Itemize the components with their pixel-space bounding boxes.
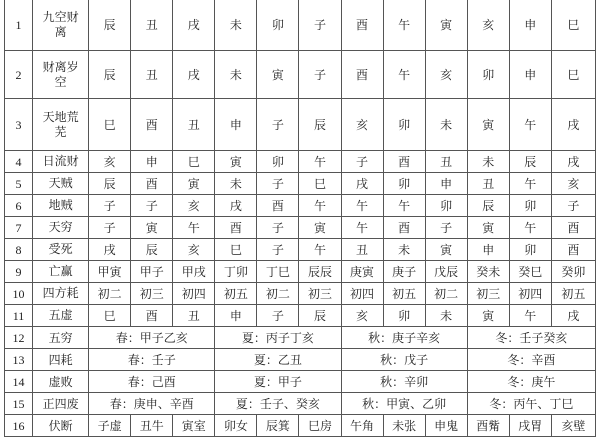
branch-cell: 初四: [509, 283, 551, 305]
table-row: [5, 0, 596, 51]
row-name-part: 地贼: [48, 198, 73, 212]
branch-cell: 未: [425, 305, 467, 327]
season-cell: 秋：甲寅、乙卯: [341, 393, 467, 415]
branch-cell: 卯: [509, 195, 551, 217]
table-row: [5, 283, 596, 305]
branch-cell: 寅: [131, 217, 173, 239]
branch-cell: 戌: [551, 305, 595, 327]
table-row: [5, 217, 596, 239]
branch-cell: 丁巳: [257, 261, 299, 283]
branch-cell: 亥: [173, 239, 215, 261]
branch-cell: 初二: [425, 283, 467, 305]
row-name: [33, 99, 89, 151]
table-row: [5, 261, 596, 283]
season-cell: 春：庚申、辛酉: [89, 393, 215, 415]
mansion-cell: 巳房: [299, 415, 341, 437]
branch-cell: 丑: [425, 151, 467, 173]
mansion-cell: 亥壁: [551, 415, 595, 437]
branch-cell: 巳: [551, 0, 595, 51]
branch-cell: 癸巳: [509, 261, 551, 283]
row-number: 9: [5, 261, 33, 283]
branch-cell: 酉: [131, 305, 173, 327]
row-name: 五穷: [33, 327, 89, 349]
branch-cell: 巳: [215, 239, 257, 261]
table-row: [5, 371, 596, 393]
branch-cell: 卯: [509, 239, 551, 261]
branch-cell: 丁卯: [215, 261, 257, 283]
branch-cell: 庚子: [383, 261, 425, 283]
branch-cell: 巳: [89, 99, 131, 151]
table-row: [5, 173, 596, 195]
row-number: 7: [5, 217, 33, 239]
branch-cell: 午: [299, 151, 341, 173]
branch-cell: 癸卯: [551, 261, 595, 283]
branch-cell: 寅: [299, 217, 341, 239]
mansion-cell: 未张: [383, 415, 425, 437]
table-row: [5, 195, 596, 217]
branch-cell: 亥: [341, 99, 383, 151]
branch-cell: 卯: [257, 0, 299, 51]
row-name-part: 离: [54, 24, 67, 39]
branch-cell: 子: [89, 217, 131, 239]
mansion-cell: 子虚: [89, 415, 131, 437]
branch-cell: 初三: [299, 283, 341, 305]
branch-cell: 子: [299, 0, 341, 51]
branch-cell: 申: [509, 0, 551, 51]
table-row: [5, 349, 596, 371]
row-number: 3: [5, 99, 33, 151]
mansion-cell: 卯女: [215, 415, 257, 437]
branch-cell: 寅: [467, 99, 509, 151]
mansion-cell: 酉觜: [467, 415, 509, 437]
branch-cell: 寅: [425, 239, 467, 261]
row-name-part: 天地荒: [42, 109, 79, 124]
row-number: 1: [5, 0, 33, 51]
season-cell: 春：壬子: [89, 349, 215, 371]
branch-cell: 子: [341, 151, 383, 173]
branch-cell: 初二: [89, 283, 131, 305]
branch-cell: 初三: [467, 283, 509, 305]
branch-cell: 寅: [425, 0, 467, 51]
season-cell: 冬：辛酉: [467, 349, 595, 371]
row-number: 11: [5, 305, 33, 327]
branch-cell: 戌: [341, 173, 383, 195]
branch-cell: 未: [425, 99, 467, 151]
branch-cell: 丑: [131, 0, 173, 51]
branch-cell: 初五: [551, 283, 595, 305]
branch-cell: 午: [341, 195, 383, 217]
branch-cell: 未: [383, 239, 425, 261]
branch-cell: 初四: [341, 283, 383, 305]
mansion-cell: 辰箕: [257, 415, 299, 437]
row-number: 16: [5, 415, 33, 437]
branch-cell: 午: [383, 51, 425, 99]
almanac-sheet: [4, 0, 596, 433]
branch-cell: 申: [131, 151, 173, 173]
branch-cell: 丑: [467, 173, 509, 195]
branch-cell: 酉: [131, 99, 173, 151]
branch-cell: 未: [215, 51, 257, 99]
branch-cell: 丑: [173, 305, 215, 327]
row-name-part: 天贼: [48, 176, 73, 190]
season-cell: 春：己酉: [89, 371, 215, 393]
row-number: 13: [5, 349, 33, 371]
mansion-cell: 戌胃: [509, 415, 551, 437]
branch-cell: 午: [341, 217, 383, 239]
table-row: [5, 151, 596, 173]
row-number: 14: [5, 371, 33, 393]
branch-cell: 初五: [383, 283, 425, 305]
branch-cell: 午: [173, 217, 215, 239]
branch-cell: 辰: [89, 0, 131, 51]
row-number: 4: [5, 151, 33, 173]
branch-cell: 子: [551, 195, 595, 217]
branch-cell: 癸未: [467, 261, 509, 283]
row-name-part: 九空财: [42, 9, 79, 24]
branch-cell: 亥: [173, 195, 215, 217]
branch-cell: 申: [425, 173, 467, 195]
season-cell: 冬：庚午: [467, 371, 595, 393]
branch-cell: 午: [383, 0, 425, 51]
branch-cell: 巳: [89, 305, 131, 327]
row-name-part: 受死: [48, 242, 73, 256]
branch-cell: 未: [215, 0, 257, 51]
branch-cell: 戌: [215, 195, 257, 217]
branch-cell: 酉: [551, 239, 595, 261]
branch-cell: 亥: [89, 151, 131, 173]
row-number: 8: [5, 239, 33, 261]
branch-cell: 寅: [215, 151, 257, 173]
branch-cell: 初二: [257, 283, 299, 305]
row-name: [33, 283, 89, 305]
branch-cell: 子: [299, 51, 341, 99]
season-cell: 秋：庚子辛亥: [341, 327, 467, 349]
branch-cell: 酉: [383, 151, 425, 173]
branch-cell: 卯: [383, 173, 425, 195]
branch-cell: 戌: [551, 99, 595, 151]
branch-cell: 酉: [551, 217, 595, 239]
season-cell: 春：甲子乙亥: [89, 327, 215, 349]
mansion-cell: 申鬼: [425, 415, 467, 437]
branch-cell: 寅: [257, 51, 299, 99]
branch-cell: 辰辰: [299, 261, 341, 283]
table-row: [5, 99, 596, 151]
branch-cell: 卯: [383, 99, 425, 151]
row-number: 12: [5, 327, 33, 349]
branch-cell: 寅: [467, 305, 509, 327]
branch-cell: 未: [467, 151, 509, 173]
row-name: 伏断: [33, 415, 89, 437]
branch-cell: 甲子: [131, 261, 173, 283]
branch-cell: 酉: [341, 51, 383, 99]
branch-cell: 寅: [173, 173, 215, 195]
branch-cell: 庚寅: [341, 261, 383, 283]
branch-cell: 申: [215, 99, 257, 151]
row-name-part: 四方耗: [42, 286, 79, 300]
row-name: [33, 305, 89, 327]
branch-cell: 酉: [257, 195, 299, 217]
season-cell: 夏：甲子: [215, 371, 341, 393]
branch-cell: 辰: [89, 51, 131, 99]
table-row: [5, 393, 596, 415]
row-number: 6: [5, 195, 33, 217]
branch-cell: 申: [467, 239, 509, 261]
branch-cell: 巳: [299, 173, 341, 195]
almanac-body: [5, 0, 596, 437]
branch-cell: 初四: [173, 283, 215, 305]
season-cell: 夏：壬子、癸亥: [215, 393, 341, 415]
branch-cell: 午: [509, 217, 551, 239]
row-name: [33, 217, 89, 239]
branch-cell: 子: [425, 217, 467, 239]
branch-cell: 寅: [467, 217, 509, 239]
branch-cell: 辰: [509, 151, 551, 173]
row-name: [33, 239, 89, 261]
branch-cell: 子: [257, 305, 299, 327]
mansion-cell: 丑牛: [131, 415, 173, 437]
branch-cell: 亥: [341, 305, 383, 327]
table-row: [5, 327, 596, 349]
row-number: 15: [5, 393, 33, 415]
branch-cell: 戌: [173, 0, 215, 51]
row-name: [33, 0, 89, 51]
branch-cell: 丑: [341, 239, 383, 261]
branch-cell: 子: [89, 195, 131, 217]
branch-cell: 酉: [341, 0, 383, 51]
row-name-part: 天穷: [48, 220, 73, 234]
almanac-table: [4, 0, 596, 437]
branch-cell: 申: [509, 51, 551, 99]
row-name: [33, 151, 89, 173]
row-name-part: 芜: [54, 124, 67, 139]
branch-cell: 戌: [551, 151, 595, 173]
branch-cell: 子: [257, 173, 299, 195]
branch-cell: 午: [299, 195, 341, 217]
branch-cell: 卯: [383, 305, 425, 327]
branch-cell: 未: [215, 173, 257, 195]
season-cell: 冬：丙午、丁巳: [467, 393, 595, 415]
branch-cell: 初三: [131, 283, 173, 305]
branch-cell: 午: [383, 195, 425, 217]
branch-cell: 辰: [299, 305, 341, 327]
row-name: [33, 261, 89, 283]
branch-cell: 酉: [215, 217, 257, 239]
branch-cell: 初五: [215, 283, 257, 305]
season-cell: 夏：乙丑: [215, 349, 341, 371]
season-cell: 秋：辛卯: [341, 371, 467, 393]
row-name: 虚败: [33, 371, 89, 393]
row-name-part: 财离岁: [42, 59, 79, 74]
branch-cell: 辰: [299, 99, 341, 151]
row-name: [33, 195, 89, 217]
branch-cell: 卯: [467, 51, 509, 99]
season-cell: 秋：戊子: [341, 349, 467, 371]
mansion-cell: 寅室: [173, 415, 215, 437]
branch-cell: 亥: [425, 51, 467, 99]
row-name: 四耗: [33, 349, 89, 371]
season-cell: 夏：丙子丁亥: [215, 327, 341, 349]
row-number: 10: [5, 283, 33, 305]
season-cell: 冬：壬子癸亥: [467, 327, 595, 349]
branch-cell: 甲戌: [173, 261, 215, 283]
branch-cell: 卯: [257, 151, 299, 173]
branch-cell: 子: [257, 99, 299, 151]
row-number: 2: [5, 51, 33, 99]
branch-cell: 午: [509, 173, 551, 195]
branch-cell: 巳: [173, 151, 215, 173]
table-row: [5, 415, 596, 437]
row-name-part: 日流财: [42, 154, 79, 168]
branch-cell: 卯: [425, 195, 467, 217]
branch-cell: 午: [509, 99, 551, 151]
branch-cell: 丑: [173, 99, 215, 151]
branch-cell: 戌: [89, 239, 131, 261]
branch-cell: 辰: [467, 195, 509, 217]
branch-cell: 申: [215, 305, 257, 327]
branch-cell: 亥: [551, 173, 595, 195]
table-row: [5, 239, 596, 261]
row-name: 正四废: [33, 393, 89, 415]
branch-cell: 酉: [383, 217, 425, 239]
mansion-cell: 午角: [341, 415, 383, 437]
branch-cell: 甲寅: [89, 261, 131, 283]
branch-cell: 子: [131, 195, 173, 217]
branch-cell: 戌: [173, 51, 215, 99]
row-name-part: 亡赢: [48, 264, 73, 278]
branch-cell: 辰: [131, 239, 173, 261]
row-name-part: 五虚: [48, 308, 73, 322]
branch-cell: 戊辰: [425, 261, 467, 283]
row-name-part: 空: [54, 74, 67, 89]
row-number: 5: [5, 173, 33, 195]
branch-cell: 子: [257, 239, 299, 261]
branch-cell: 子: [257, 217, 299, 239]
branch-cell: 亥: [467, 0, 509, 51]
branch-cell: 巳: [551, 51, 595, 99]
branch-cell: 辰: [89, 173, 131, 195]
table-row: [5, 51, 596, 99]
branch-cell: 午: [299, 239, 341, 261]
row-name: [33, 173, 89, 195]
branch-cell: 酉: [131, 173, 173, 195]
table-row: [5, 305, 596, 327]
row-name: [33, 51, 89, 99]
branch-cell: 午: [509, 305, 551, 327]
branch-cell: 丑: [131, 51, 173, 99]
